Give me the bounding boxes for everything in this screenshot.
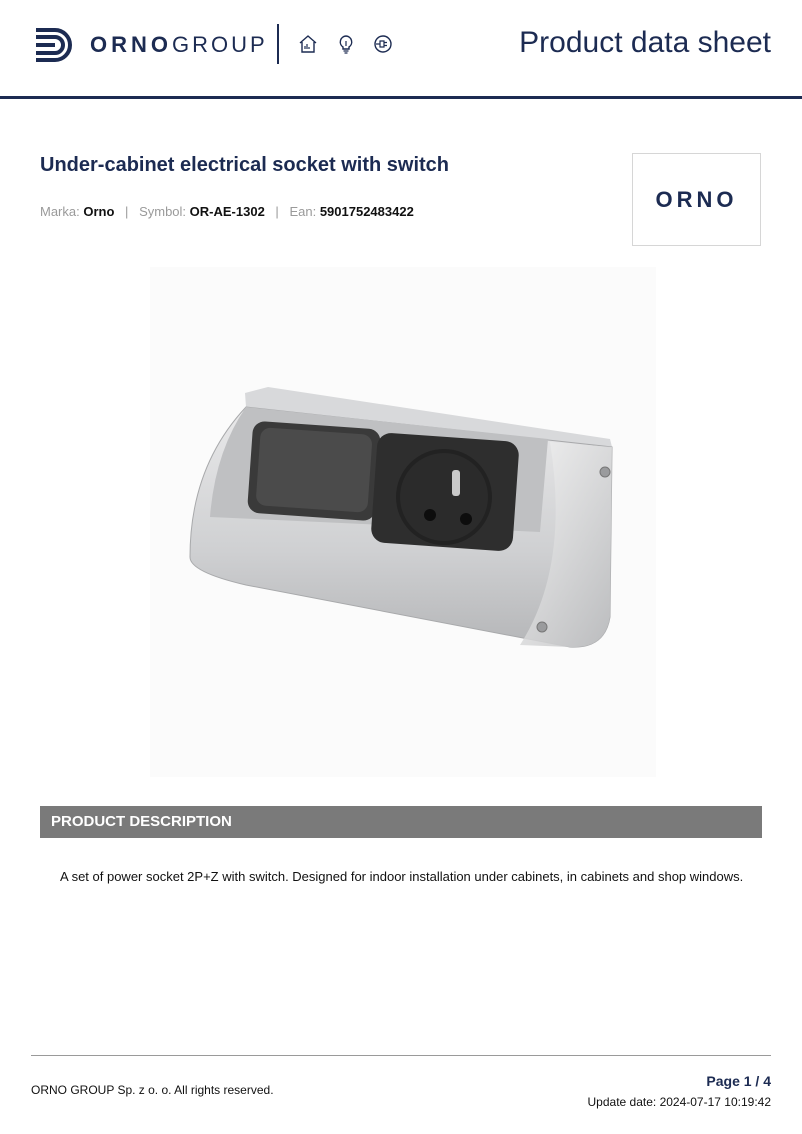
section-heading-product-description: PRODUCT DESCRIPTION <box>40 806 762 838</box>
product-photo <box>150 267 656 777</box>
orno-logo-mark-icon <box>34 24 76 66</box>
brand-logo-box <box>632 153 761 246</box>
footer-rule <box>31 1055 771 1056</box>
header-divider <box>277 24 279 64</box>
copyright-text: ORNO GROUP Sp. z o. o. All rights reserved. <box>31 1083 274 1097</box>
product-meta <box>40 204 414 219</box>
page-number: Page 1 / 4 <box>706 1073 771 1089</box>
brand-logo: ORNO <box>655 186 738 212</box>
orno-group-logo <box>34 24 268 66</box>
meta-separator: | <box>125 204 129 219</box>
meta-separator: | <box>275 204 279 219</box>
update-date: Update date: 2024-07-17 10:19:42 <box>587 1095 771 1109</box>
ev-plug-icon <box>372 33 394 55</box>
symbol-label: Symbol: <box>139 204 187 219</box>
lightbulb-icon <box>335 33 357 55</box>
symbol-value: OR-AE-1302 <box>189 204 265 219</box>
brand-value: Orno <box>83 204 115 219</box>
ean-value: 5901752483422 <box>319 204 414 219</box>
product-description-text: A set of power socket 2P+Z with switch. Designed for indoor installation under cabinets, in cabinets and shop windows. <box>60 869 744 884</box>
product-title: Under-cabinet electrical socket with switch <box>40 154 450 176</box>
brand-label: Marka: <box>40 204 80 219</box>
sheet-title: Product data sheet <box>519 26 771 59</box>
socket-illustration <box>150 267 656 777</box>
logo-wordmark: ORNOGROUP <box>90 32 268 57</box>
header-rule <box>0 96 802 99</box>
page-header <box>0 0 802 100</box>
smart-home-icon <box>297 33 319 55</box>
ean-label: Ean: <box>289 204 317 219</box>
